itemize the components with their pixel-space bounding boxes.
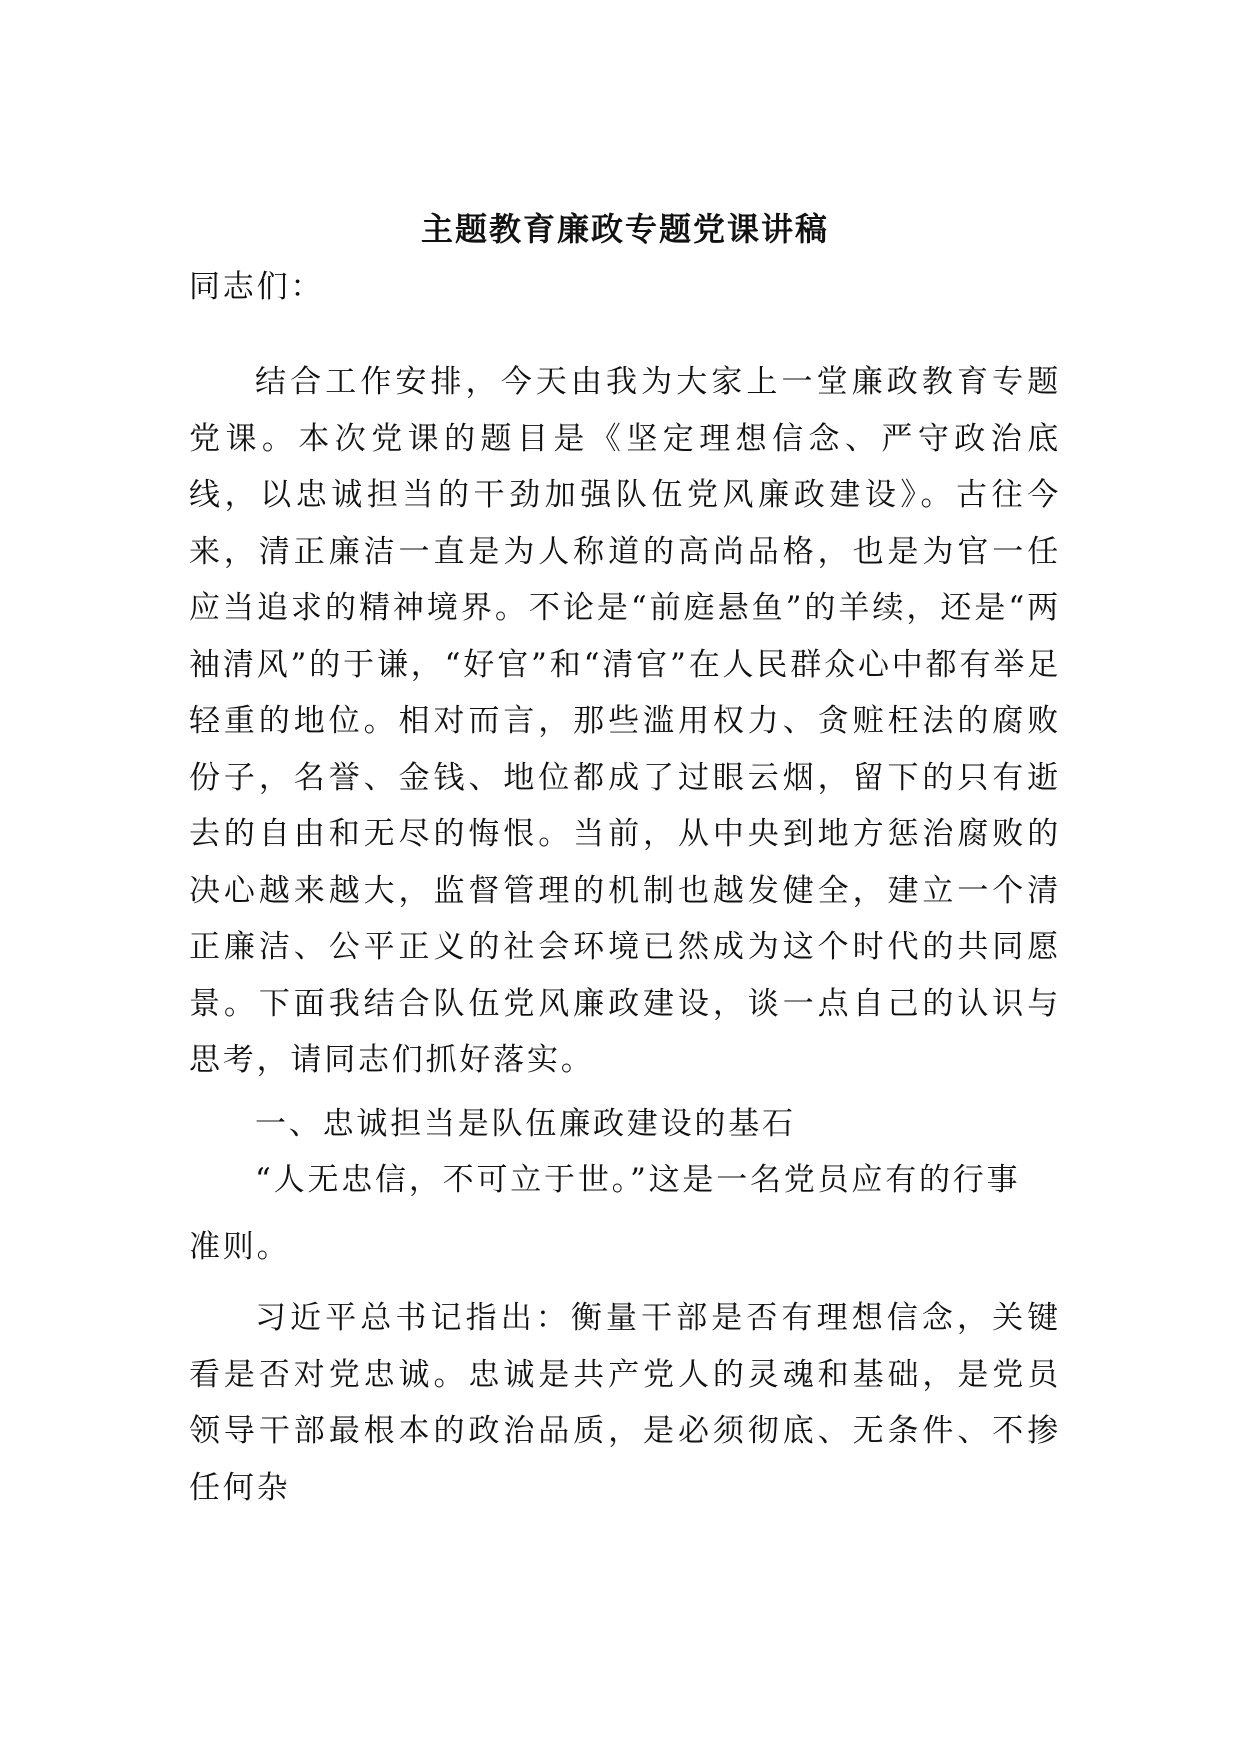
section-heading: 一、忠诚担当是队伍廉政建设的基石 bbox=[255, 1106, 796, 1142]
document-title: 主题教育廉政专题党课讲稿 bbox=[420, 210, 829, 248]
quote-paragraph: “人无忠信，不可立于世。”这是一名党员应有的行事 bbox=[255, 1162, 1021, 1198]
body-paragraph: 习近平总书记指出：衡量干部是否有理想信念，关键看是否对党忠诚。忠诚是共产党人的灵魂和基础，是党员领导干部最根本的政治品质，是必须彻底、无条件、不掺任何杂 bbox=[189, 1300, 1061, 1506]
intro-paragraph: 结合工作安排，今天由我为大家上一堂廉政教育专题党课。本次党课的题目是《坚定理想信念、严守政治底线，以忠诚担当的干劲加强队伍党风廉政建设》。古往今来，清正廉洁一直是为人称道的高尚品格，也是为官一任应当追求的精神境界。不论是“前庭悬鱼”的羊续，还是“两袖清风”的于谦，“好官”和“清官”在人民群众心中都有举足轻重的地位。相对而言，那些滥用权力、贪赃枉法的腐败份子，名誉、金钱、地位都成了过眼云烟，留下的只有逝去的自由和无尽的悔恨。当前，从中央到地方惩治腐败的决心越来越大，监督管理的机制也越发健全，建立一个清正廉洁、公平正义的社会环境已然成为这个时代的共同愿景。下面我结合队伍党风廉政建设，谈一点自己的认识与思考，请同志们抓好落实。 bbox=[189, 364, 1061, 1078]
salutation: 同志们： bbox=[189, 269, 325, 305]
quote-paragraph-continuation: 准则。 bbox=[189, 1229, 291, 1265]
